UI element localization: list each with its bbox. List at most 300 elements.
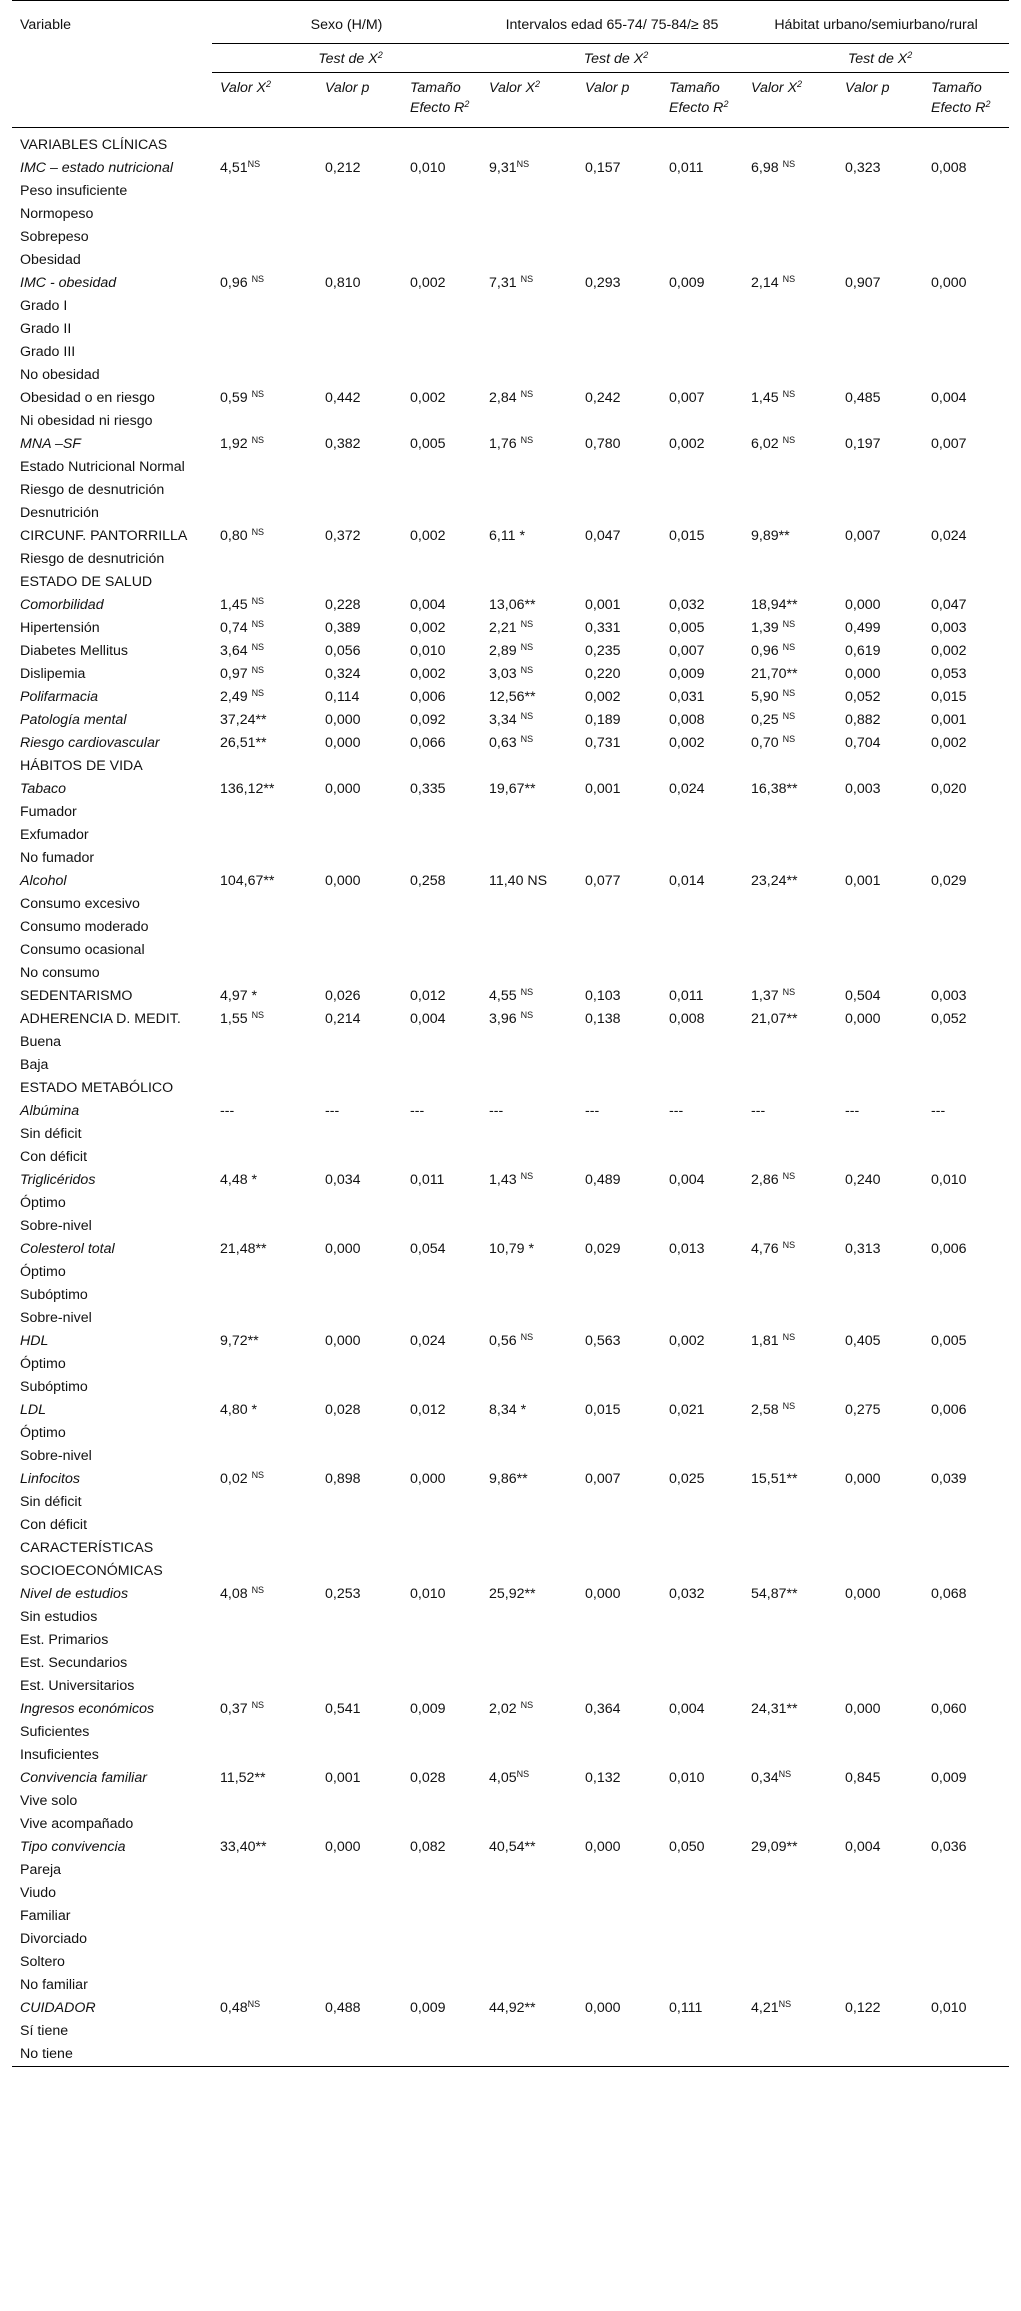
table-cell: [923, 1054, 1009, 1077]
table-cell: [923, 755, 1009, 778]
table-cell: [577, 1928, 661, 1951]
table-cell: 2,89 $^{NS}$: [489, 642, 534, 659]
table-cell: [661, 1790, 743, 1813]
table-cell: 0,37 $^{NS}$: [220, 1700, 265, 1717]
row-label: Consumo excesivo: [20, 896, 140, 912]
table-cell: [837, 502, 923, 525]
table-cell: 1,39 $^{NS}$: [751, 619, 796, 636]
table-cell: [923, 226, 1009, 249]
table-cell: [661, 1606, 743, 1629]
table-cell: [481, 1215, 577, 1238]
table-cell: 0,006: [931, 1241, 967, 1257]
table-cell: [317, 226, 402, 249]
header-variable: Variable: [20, 17, 71, 33]
table-cell: [661, 1882, 743, 1905]
table-cell: [481, 226, 577, 249]
table-cell: 0,59 $^{NS}$: [220, 389, 265, 406]
table-cell: [837, 1215, 923, 1238]
table-cell: [577, 1445, 661, 1468]
table-cell: [481, 1192, 577, 1215]
table-cell: 0,70 $^{NS}$: [751, 734, 796, 751]
table-cell: [481, 1307, 577, 1330]
table-row: [12, 2043, 1009, 2067]
table-cell: [577, 939, 661, 962]
table-cell: 0,024: [931, 528, 967, 544]
table-cell: 0,103: [585, 988, 621, 1004]
table-cell: [481, 1077, 577, 1100]
table-cell: [661, 1054, 743, 1077]
table-cell: 0,015: [931, 689, 967, 705]
table-cell: [481, 203, 577, 226]
table-cell: 0,011: [669, 988, 704, 1004]
table-cell: 0,068: [931, 1586, 967, 1602]
table-cell: 0,050: [669, 1839, 705, 1855]
table-cell: [577, 226, 661, 249]
table-cell: ---: [669, 1103, 684, 1119]
row-label: Polifarmacia: [20, 689, 99, 705]
row-label: Triglicéridos: [20, 1172, 96, 1188]
row-label: Divorciado: [20, 1931, 88, 1947]
table-cell: [923, 571, 1009, 594]
table-cell: [317, 1215, 402, 1238]
table-row: [12, 985, 1009, 1008]
table-cell: [661, 755, 743, 778]
table-cell: 0,007: [669, 390, 705, 406]
table-cell: [661, 180, 743, 203]
table-cell: [402, 1675, 481, 1698]
header-row-test: [12, 44, 1009, 73]
table-cell: [837, 180, 923, 203]
table-row: [12, 1100, 1009, 1123]
table-cell: [212, 1951, 317, 1974]
table-cell: 0,012: [410, 988, 446, 1004]
table-cell: 0,323: [845, 160, 881, 176]
table-cell: [481, 1353, 577, 1376]
table-cell: [577, 893, 661, 916]
table-cell: [923, 962, 1009, 985]
table-cell: [481, 1928, 577, 1951]
row-label: Hipertensión: [20, 620, 100, 636]
table-cell: [661, 571, 743, 594]
table-cell: [837, 1123, 923, 1146]
table-cell: [402, 134, 481, 157]
table-cell: [743, 1928, 837, 1951]
table-cell: 0,000: [845, 1586, 881, 1602]
table-cell: 0,056: [325, 643, 361, 659]
table-cell: [317, 1859, 402, 1882]
table-cell: [481, 1376, 577, 1399]
table-cell: 0,000: [325, 1333, 361, 1349]
row-label: Desnutrición: [20, 505, 99, 521]
table-cell: 0,114: [325, 689, 360, 705]
row-label: Óptimo: [20, 1425, 66, 1441]
test-label: Test de $X^2$: [481, 44, 743, 73]
table-cell: [402, 1123, 481, 1146]
table-cell: [837, 1261, 923, 1284]
row-label: Sobre-nivel: [20, 1310, 92, 1326]
table-cell: [837, 1077, 923, 1100]
table-cell: [577, 824, 661, 847]
results-table-container: [12, 0, 1009, 2067]
table-cell: [317, 1376, 402, 1399]
table-cell: 0,007: [585, 1471, 621, 1487]
table-cell: [923, 1307, 1009, 1330]
table-cell: 0,039: [931, 1471, 967, 1487]
table-cell: [923, 1215, 1009, 1238]
table-cell: [743, 1146, 837, 1169]
table-cell: [577, 847, 661, 870]
table-cell: [743, 1744, 837, 1767]
table-cell: [317, 318, 402, 341]
table-cell: 0,000: [845, 1011, 881, 1027]
table-cell: 0,001: [585, 781, 621, 797]
table-cell: [577, 1790, 661, 1813]
table-cell: [923, 1675, 1009, 1698]
table-cell: 0,504: [845, 988, 881, 1004]
table-cell: [661, 1123, 743, 1146]
table-cell: [212, 916, 317, 939]
table-cell: 0,025: [669, 1471, 705, 1487]
table-cell: [837, 1606, 923, 1629]
table-cell: [317, 295, 402, 318]
row-label: ADHERENCIA D. MEDIT.: [20, 1011, 181, 1027]
table-cell: [743, 1652, 837, 1675]
table-cell: 0,000: [585, 1839, 621, 1855]
results-table: [12, 0, 1009, 2067]
table-cell: 0,000: [845, 597, 881, 613]
table-cell: 0,015: [585, 1402, 621, 1418]
table-cell: [837, 134, 923, 157]
table-cell: [317, 571, 402, 594]
table-cell: [577, 1905, 661, 1928]
table-cell: 0,002: [669, 735, 705, 751]
table-cell: [743, 1077, 837, 1100]
table-cell: [837, 847, 923, 870]
table-cell: 0,008: [669, 1011, 705, 1027]
row-label: Normopeso: [20, 206, 94, 222]
table-cell: 1,76 $^{NS}$: [489, 435, 534, 452]
table-cell: ---: [220, 1103, 235, 1119]
table-row: [12, 433, 1009, 456]
table-cell: 0,082: [410, 1839, 446, 1855]
table-cell: [481, 1491, 577, 1514]
table-cell: [577, 548, 661, 571]
table-cell: [212, 1215, 317, 1238]
table-cell: [577, 801, 661, 824]
table-cell: [837, 1813, 923, 1836]
table-cell: [661, 410, 743, 433]
table-cell: [923, 1353, 1009, 1376]
table-cell: [317, 1284, 402, 1307]
table-row: [12, 502, 1009, 525]
table-cell: [481, 318, 577, 341]
table-cell: [212, 1606, 317, 1629]
table-row: [12, 893, 1009, 916]
table-cell: [481, 1514, 577, 1537]
table-cell: [661, 318, 743, 341]
row-label: Nivel de estudios: [20, 1586, 129, 1602]
table-cell: 0,619: [845, 643, 881, 659]
table-cell: [923, 479, 1009, 502]
table-cell: 0,240: [845, 1172, 881, 1188]
table-cell: [212, 2043, 317, 2067]
row-label: Con déficit: [20, 1517, 88, 1533]
table-row: [12, 663, 1009, 686]
table-cell: 1,55 $^{NS}$: [220, 1010, 265, 1027]
table-cell: [577, 571, 661, 594]
table-row: [12, 249, 1009, 272]
table-cell: [402, 847, 481, 870]
table-row: [12, 1284, 1009, 1307]
table-cell: 0,007: [669, 643, 705, 659]
table-cell: [743, 1859, 837, 1882]
table-cell: 0,001: [845, 873, 881, 889]
table-cell: [577, 1514, 661, 1537]
table-cell: [481, 479, 577, 502]
row-label: Pareja: [20, 1862, 62, 1878]
table-cell: ---: [585, 1103, 600, 1119]
row-label: SEDENTARISMO: [20, 988, 133, 1004]
table-cell: [402, 1353, 481, 1376]
table-cell: [923, 1422, 1009, 1445]
table-cell: [402, 410, 481, 433]
table-cell: [317, 1606, 402, 1629]
table-cell: 136,12**: [220, 781, 275, 797]
table-cell: [837, 1376, 923, 1399]
row-label: HDL: [20, 1333, 49, 1349]
table-cell: [743, 847, 837, 870]
table-cell: [317, 1537, 402, 1583]
table-cell: [317, 1813, 402, 1836]
table-cell: 9,89**: [751, 528, 790, 544]
table-cell: 0,000: [325, 873, 361, 889]
table-cell: [212, 134, 317, 157]
table-cell: [317, 1146, 402, 1169]
table-row: [12, 1744, 1009, 1767]
table-cell: [661, 1859, 743, 1882]
table-cell: [317, 916, 402, 939]
table-cell: [837, 410, 923, 433]
table-cell: [317, 1905, 402, 1928]
group-sexo: Sexo (H/M): [212, 1, 481, 44]
table-cell: [837, 1859, 923, 1882]
table-row: [12, 1169, 1009, 1192]
table-row: [12, 1077, 1009, 1100]
table-cell: 0,014: [669, 873, 705, 889]
table-cell: [837, 341, 923, 364]
table-cell: [402, 824, 481, 847]
table-cell: [923, 1629, 1009, 1652]
row-label: VARIABLES CLÍNICAS: [20, 137, 168, 153]
table-row: [12, 134, 1009, 157]
table-cell: 4,55 $^{NS}$: [489, 987, 534, 1004]
table-cell: 21,07**: [751, 1011, 798, 1027]
table-cell: [402, 479, 481, 502]
table-cell: [743, 203, 837, 226]
table-cell: [317, 502, 402, 525]
table-cell: [317, 1675, 402, 1698]
table-cell: [577, 1606, 661, 1629]
table-cell: 0,96 $^{NS}$: [220, 274, 265, 291]
table-cell: 0,036: [931, 1839, 967, 1855]
table-row: [12, 1813, 1009, 1836]
row-label: Con déficit: [20, 1149, 88, 1165]
table-cell: [317, 479, 402, 502]
table-cell: [661, 1652, 743, 1675]
table-cell: 0,015: [669, 528, 705, 544]
table-cell: [212, 1353, 317, 1376]
table-cell: [481, 2043, 577, 2067]
table-cell: 0,405: [845, 1333, 881, 1349]
table-cell: [577, 1215, 661, 1238]
table-cell: [577, 2020, 661, 2043]
column-header: Tamaño Efecto $R^2$: [923, 73, 1009, 128]
table-cell: [743, 571, 837, 594]
column-header: Valor p: [317, 73, 402, 128]
table-cell: 0,009: [669, 275, 705, 291]
table-cell: [661, 1077, 743, 1100]
table-row: [12, 180, 1009, 203]
table-cell: [923, 1537, 1009, 1583]
table-cell: [577, 1744, 661, 1767]
table-cell: [923, 1859, 1009, 1882]
table-cell: [577, 134, 661, 157]
table-cell: 0,56 $^{NS}$: [489, 1332, 534, 1349]
table-cell: [317, 1514, 402, 1537]
table-cell: [923, 1491, 1009, 1514]
row-label: Suficientes: [20, 1724, 90, 1740]
table-row: [12, 709, 1009, 732]
table-cell: [317, 341, 402, 364]
table-cell: [577, 1813, 661, 1836]
table-cell: [212, 502, 317, 525]
table-row: [12, 801, 1009, 824]
table-cell: 1,45 $^{NS}$: [751, 389, 796, 406]
table-row: [12, 1721, 1009, 1744]
table-cell: [743, 1215, 837, 1238]
table-cell: [577, 1537, 661, 1583]
table-row: [12, 1974, 1009, 1997]
table-cell: [402, 295, 481, 318]
table-cell: [481, 1652, 577, 1675]
table-cell: [743, 226, 837, 249]
table-cell: 0,189: [585, 712, 621, 728]
row-label: Peso insuficiente: [20, 183, 128, 199]
table-cell: [317, 1882, 402, 1905]
table-cell: [577, 410, 661, 433]
table-cell: [317, 364, 402, 387]
table-row: [12, 686, 1009, 709]
table-cell: [923, 824, 1009, 847]
table-cell: [577, 1123, 661, 1146]
table-cell: [661, 801, 743, 824]
table-cell: [743, 134, 837, 157]
table-cell: 0,008: [669, 712, 705, 728]
table-cell: 0,898: [325, 1471, 361, 1487]
table-row: [12, 1652, 1009, 1675]
table-cell: 26,51**: [220, 735, 267, 751]
table-cell: ---: [325, 1103, 340, 1119]
row-label: Estado Nutricional Normal: [20, 459, 185, 475]
table-cell: [577, 1974, 661, 1997]
table-cell: [661, 1307, 743, 1330]
column-header: Valor $X^2$: [212, 73, 317, 128]
table-cell: 0,010: [410, 160, 446, 176]
row-label: Óptimo: [20, 1264, 66, 1280]
table-cell: [577, 962, 661, 985]
table-cell: 0,002: [410, 666, 446, 682]
table-cell: [837, 893, 923, 916]
table-cell: [743, 1054, 837, 1077]
table-cell: [481, 1951, 577, 1974]
table-row: [12, 1353, 1009, 1376]
table-cell: 0,004: [669, 1701, 705, 1717]
table-cell: [743, 1629, 837, 1652]
table-cell: [837, 1491, 923, 1514]
table-cell: [481, 1721, 577, 1744]
table-cell: [923, 893, 1009, 916]
row-label: Ingresos económicos: [20, 1701, 155, 1717]
table-cell: [317, 824, 402, 847]
table-cell: [837, 1307, 923, 1330]
table-cell: 0,810: [325, 275, 361, 291]
table-row: [12, 755, 1009, 778]
table-cell: [212, 1629, 317, 1652]
table-cell: [837, 1905, 923, 1928]
table-cell: 0,74 $^{NS}$: [220, 619, 265, 636]
table-cell: [481, 801, 577, 824]
table-cell: [317, 2043, 402, 2067]
table-cell: [317, 249, 402, 272]
table-cell: [212, 1675, 317, 1698]
table-cell: 12,56**: [489, 689, 536, 705]
row-label: Riesgo cardiovascular: [20, 735, 160, 751]
table-cell: [212, 1031, 317, 1054]
table-cell: 0,214: [325, 1011, 361, 1027]
table-cell: [402, 1790, 481, 1813]
table-cell: 4,76 $^{NS}$: [751, 1240, 796, 1257]
table-cell: [923, 1077, 1009, 1100]
row-label: No consumo: [20, 965, 100, 981]
row-label: Grado I: [20, 298, 68, 314]
table-cell: [481, 180, 577, 203]
table-cell: [837, 1721, 923, 1744]
row-label: Grado II: [20, 321, 72, 337]
row-label: Sin déficit: [20, 1126, 82, 1142]
table-cell: 0,028: [325, 1402, 361, 1418]
table-cell: [743, 1261, 837, 1284]
table-row: [12, 157, 1009, 180]
table-cell: [661, 1514, 743, 1537]
table-row: [12, 778, 1009, 801]
table-cell: [661, 1261, 743, 1284]
table-row: [12, 1859, 1009, 1882]
row-label: Subóptimo: [20, 1379, 88, 1395]
table-cell: 0,005: [669, 620, 705, 636]
table-cell: 0,003: [845, 781, 881, 797]
table-cell: 0,25 $^{NS}$: [751, 711, 796, 728]
table-row: [12, 364, 1009, 387]
table-cell: [837, 203, 923, 226]
table-cell: [661, 2020, 743, 2043]
table-cell: [743, 295, 837, 318]
table-cell: [837, 939, 923, 962]
table-cell: 0,024: [669, 781, 705, 797]
table-cell: 21,48**: [220, 1241, 267, 1257]
table-row: [12, 1767, 1009, 1790]
table-cell: [212, 295, 317, 318]
table-cell: [481, 1031, 577, 1054]
